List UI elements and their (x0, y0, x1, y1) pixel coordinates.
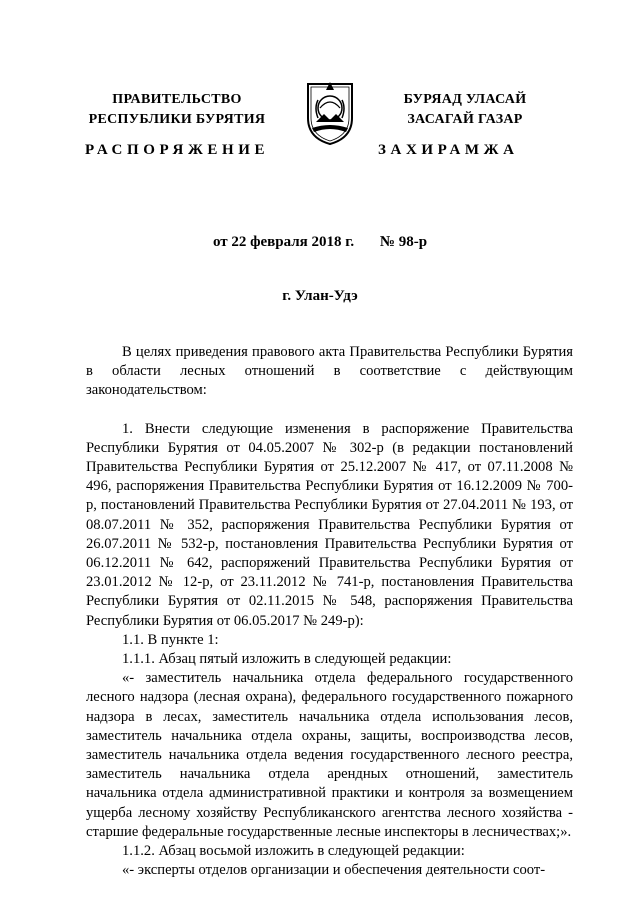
item-1-paragraph: 1. Внести следующие изменения в распоряжение Правительства Республики Бурятия от 04.05.2007 № 302-р (в редакции постановлений Правительства Республики Бурятия от 25.12.2007 № 417, от 07.11.2008 № 496, распоряжения Правительства Республики Бурятия от 16.12.2009 № 700-р, постановлений Правительства Республики Бурятия от 27.04.2011 № 193, от 08.07.2011 № 352, распоряжения Правительства Республики Бурятия от 26.07.2011 № 532-р, постановления Правительства Республики Бурятия от 06.12.2011 № 642, распоряжений Правительства Республики Бурятия от 23.01.2012 № 12-р, от 23.11.2012 № 741-р, постановления Правительства Республики Бурятия от 02.11.2015 № 548, распоряжения Правительства Республики Бурятия от 06.05.2017 № 249-р): (86, 420, 573, 629)
item-1-1-paragraph: 1.1. В пункте 1: (122, 631, 219, 648)
header-left-line2: РЕСПУБЛИКИ БУРЯТИЯ (88, 112, 266, 127)
document-date: от 22 февраля 2018 г. (212, 234, 355, 250)
quote-2-paragraph: «- эксперты отделов организации и обеспечения деятельности соот- (122, 862, 546, 879)
header-left-line1: ПРАВИТЕЛЬСТВО (112, 92, 242, 107)
city-line: г. Улан-Удэ (282, 288, 358, 304)
header-right-line1: БУРЯАД УЛАСАЙ (403, 92, 527, 107)
item-1-1-2-paragraph: 1.1.2. Абзац восьмой изложить в следующей редакции: (122, 843, 465, 860)
header-left-block (82, 90, 272, 130)
header-right-line2: ЗАСАГАЙ ГАЗАР (407, 112, 523, 127)
document-number: № 98-р (379, 234, 428, 250)
document-body (86, 343, 573, 880)
intro-paragraph: В целях приведения правового акта Правительства Республики Бурятия в области лесных отношений в соответствие с действующим законодательством: (86, 344, 573, 399)
header-right-block (370, 90, 560, 130)
quote-1-paragraph: «- заместитель начальника отдела федерального государственного лесного надзора (лесная охрана), федерального государственного пожарного надзора в лесах, заместитель начальника отдела использования лесов, заместитель начальника отдела охраны, защиты, воспроизводства лесов, заместитель начальника отдела ведения государственного лесного реестра, заместитель начальника отдела арендных отношений, заместитель начальника отдела административной практики и контроля за возмещением ущерба лесному хозяйству Республиканского агентства лесного хозяйства - старшие федеральные государственные лесные инспекторы в лесничествах;». (86, 670, 573, 840)
doc-type-right: ЗАХИРАМЖА (378, 142, 519, 158)
coat-of-arms-icon (302, 78, 358, 146)
date-number-line (0, 234, 640, 251)
doc-type-left: РАСПОРЯЖЕНИЕ (85, 142, 270, 158)
item-1-1-1-paragraph: 1.1.1. Абзац пятый изложить в следующей редакции: (122, 651, 452, 668)
